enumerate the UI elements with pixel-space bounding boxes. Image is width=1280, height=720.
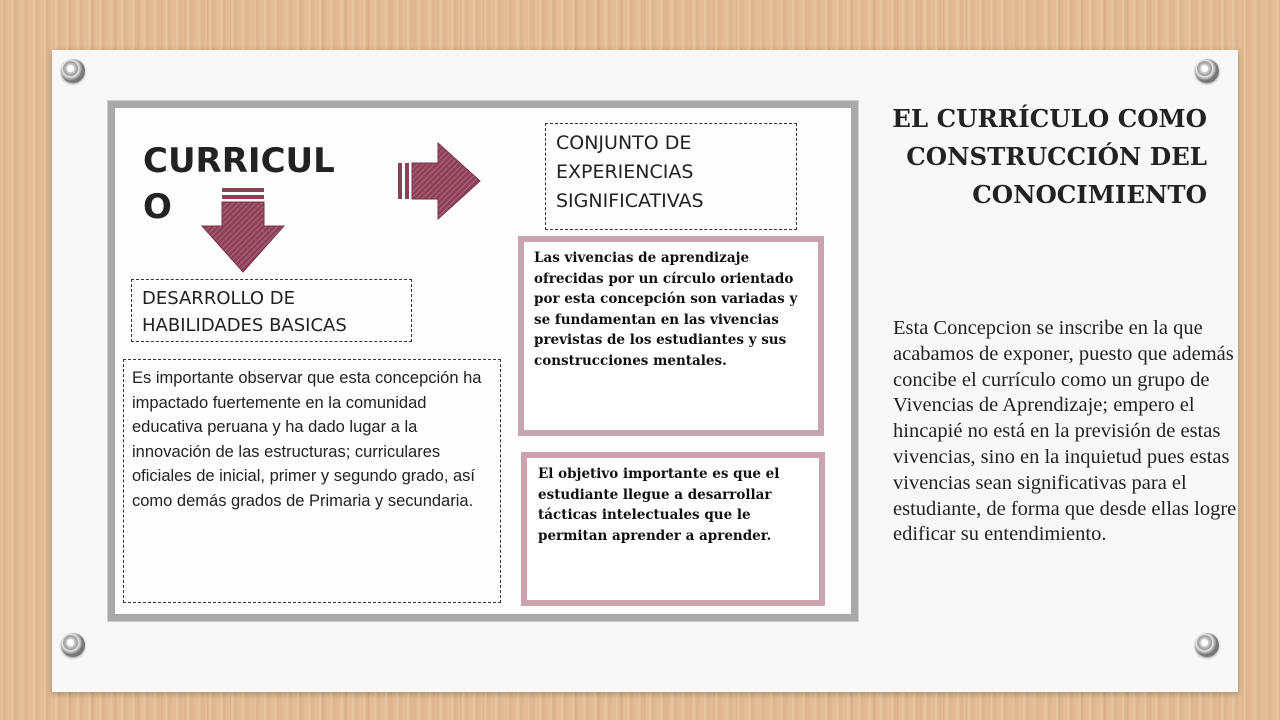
- arrow-down-icon: [202, 188, 284, 272]
- conjunto-experiencias-box: CONJUNTO DE EXPERIENCIAS SIGNIFICATIVAS: [545, 123, 797, 230]
- vivencias-box: Las vivencias de aprendizaje ofrecidas por un círculo orientado por esta concepción son variadas y se fundamentan en las vivencias previstas de los estudiantes y sus construcciones mentales.: [518, 236, 824, 436]
- pin-top-left: [61, 59, 85, 83]
- pin-bottom-right: [1195, 633, 1219, 657]
- arrow-right-icon: [398, 143, 482, 219]
- desarrollo-habilidades-box: DESARROLLO DE HABILIDADES BASICAS: [131, 279, 412, 342]
- pin-top-right: [1195, 59, 1219, 83]
- curriculo-heading: CURRICUL O: [143, 141, 335, 227]
- objetivo-box: El objetivo importante es que el estudiante llegue a desarrollar tácticas intelectuales que le permitan aprender a aprender.: [521, 452, 825, 606]
- observacion-text-box: Es importante observar que esta concepción ha impactado fuertemente en la comunidad educativa peruana y ha dado lugar a la innovación de las estructuras; curriculares oficiales de inicial, primer y segundo grado, así como demás grados de Primaria y secundaria.: [123, 359, 501, 603]
- slide-title: EL CURRÍCULO COMO CONSTRUCCIÓN DEL CONOCIMIENTO: [892, 104, 1207, 209]
- pin-bottom-left: [61, 633, 85, 657]
- slide-body-text: Esta Concepcion se inscribe en la que acabamos de exponer, puesto que además concibe el currículo como un grupo de Vivencias de Aprendizaje; empero el hincapié no está en la previsión de estas vivencias, sino en la inquietud pues estas vivencias sean significativas para el estudiante, de forma que desde ellas logre edificar su entendimiento.: [893, 317, 1237, 546]
